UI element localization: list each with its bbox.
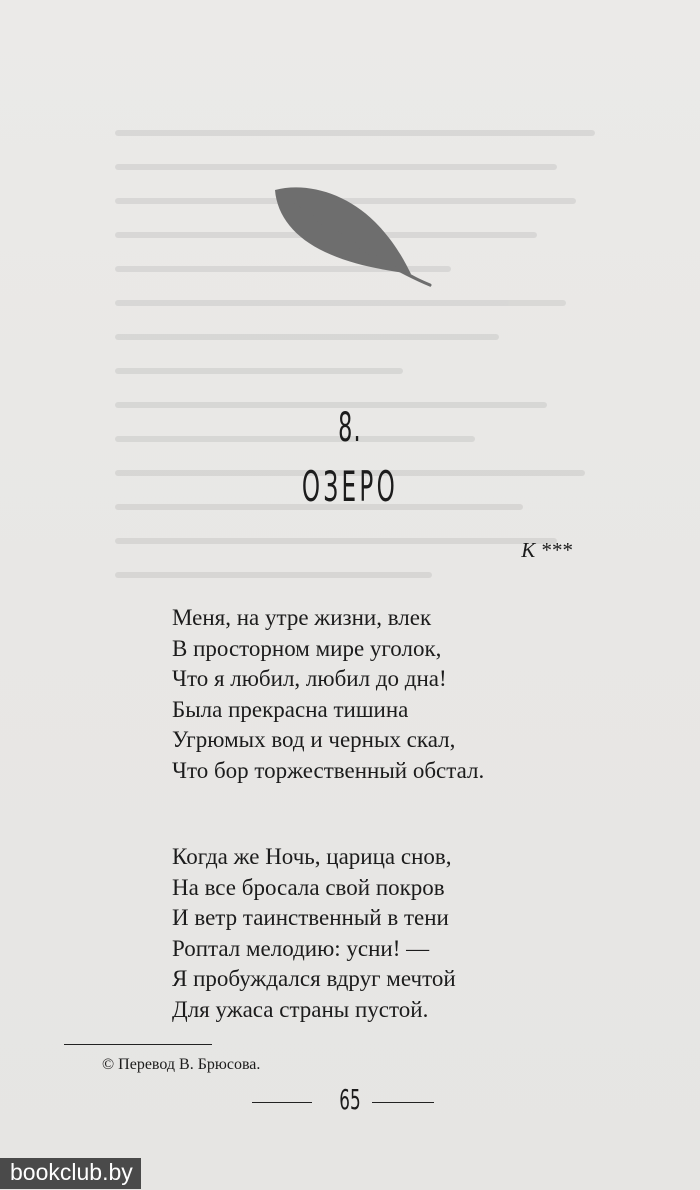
footnote: © Перевод В. Брюсова. [102, 1056, 261, 1073]
feather-icon [265, 182, 435, 297]
chapter-title: ОЗЕРО [301, 462, 399, 511]
poem-line: Была прекрасна тишина [172, 696, 409, 722]
poem-line: И ветр таинственный в тени [172, 905, 449, 930]
poem-line: В просторном мире уголок, [172, 635, 442, 661]
footnote-divider [64, 1044, 212, 1045]
poem-line: На все бросала свой покров [172, 874, 445, 900]
dedication: К *** [521, 538, 572, 562]
stanza [172, 603, 484, 786]
poem-line: Для ужаса страны пустой. [172, 996, 429, 1022]
watermark: bookclub.by [0, 1158, 141, 1189]
poem-line: Меня, на утре жизни, влек [172, 605, 432, 630]
poem-line: Я пробуждался вдруг мечтой [172, 966, 456, 991]
page-number: 65 [339, 1083, 361, 1116]
poem-line: Что я любил, любил до дна! [172, 666, 447, 691]
poem-line: Что бор торжественный обстал. [172, 757, 485, 783]
chapter-number: 8. [338, 405, 362, 451]
poem-line: Когда же Ночь, царица снов, [172, 844, 452, 869]
stanza [172, 842, 456, 1025]
poem-line: Угрюмых вод и черных скал, [172, 727, 456, 752]
page-number-rule-right [372, 1102, 434, 1103]
poem-line: Роптал мелодию: усни! — [172, 935, 430, 961]
